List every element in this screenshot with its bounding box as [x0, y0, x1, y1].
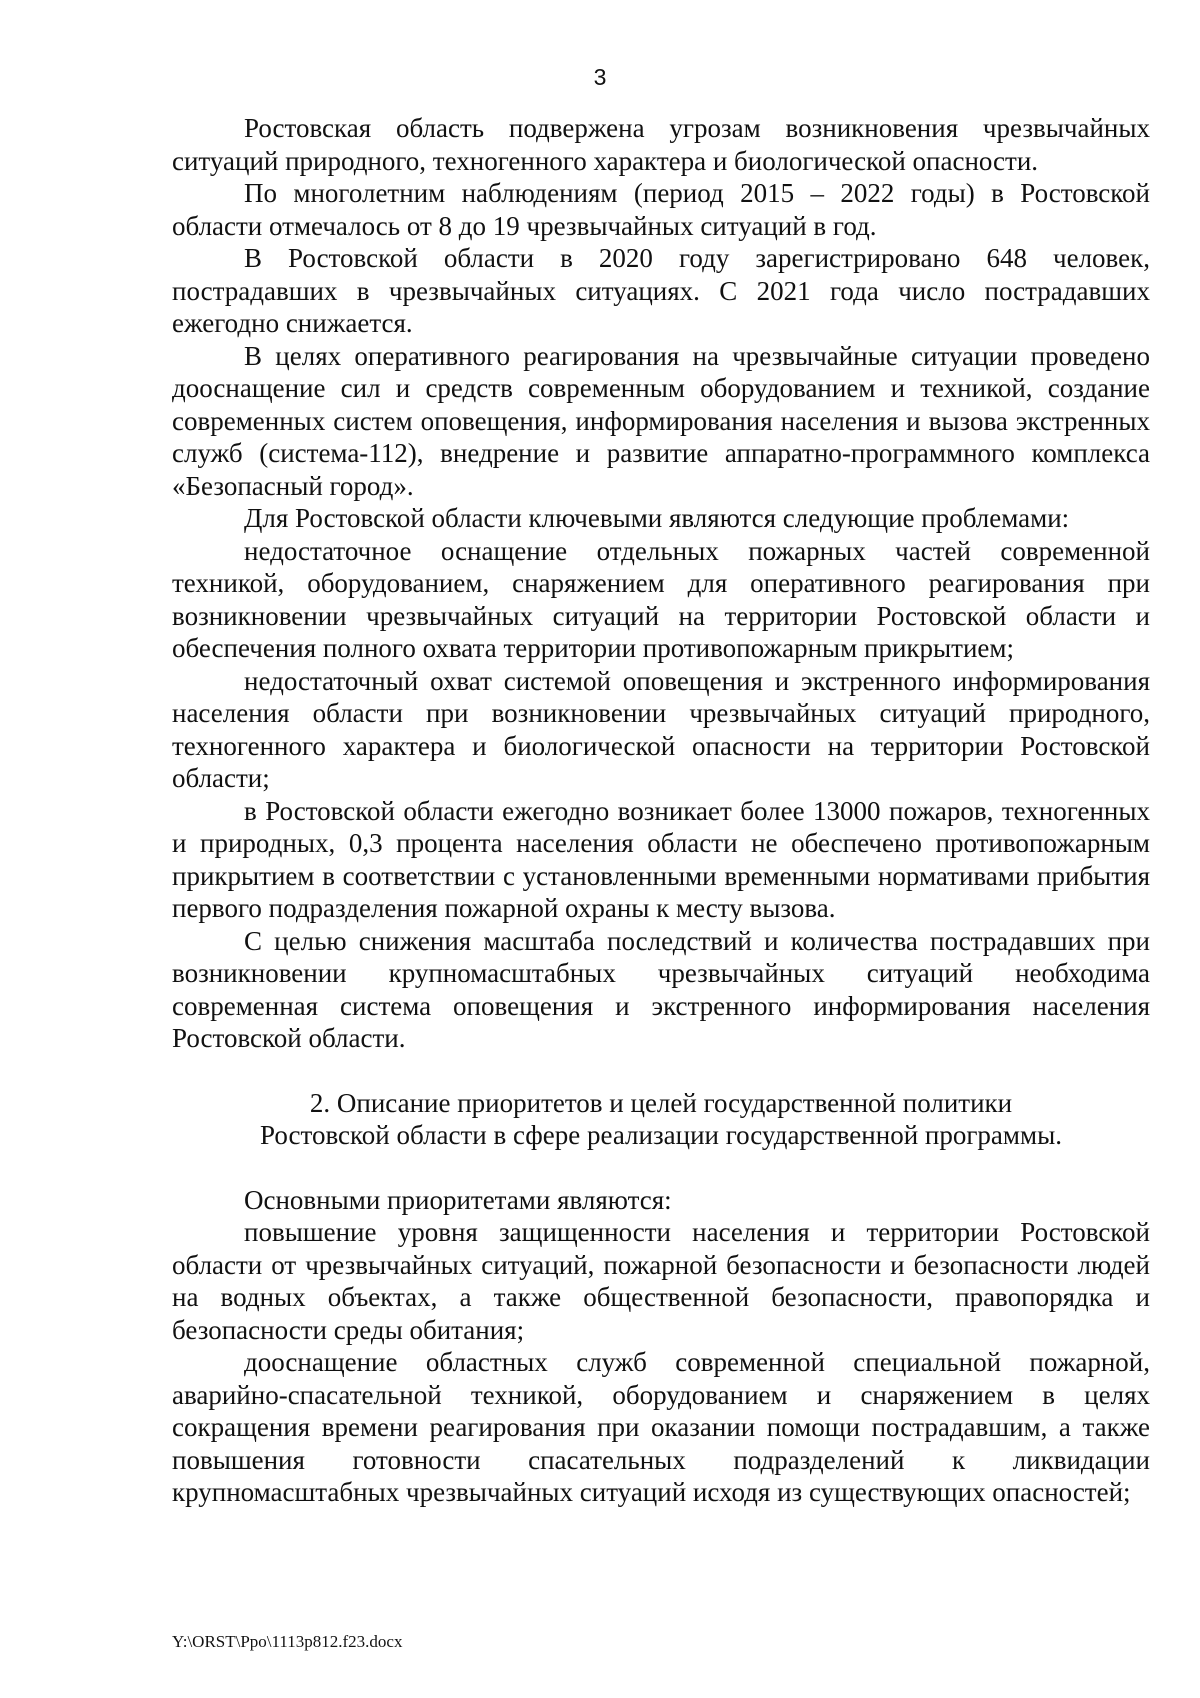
list-item-priority-protection: повышение уровня защищенности населения и территории Ростовской области от чрезвычайных ситуаций, пожарной безопасности и безопасности людей на водных объектах, а также общественной безопасности, правопорядка и безопасности среды обитания; [172, 1217, 1150, 1345]
paragraph-priorities-intro: Основными приоритетами являются: [244, 1184, 672, 1215]
paragraph-observations: По многолетним наблюдениям (период 2015 – 2022 годы) в Ростовской области отмечалось от 8 до 19 чрезвычайных ситуаций в год. [172, 178, 1150, 241]
document-body [172, 112, 1150, 1509]
section-heading-line-1: 2. Описание приоритетов и целей государственной политики [309, 1087, 1013, 1118]
paragraph-threats: Ростовская область подвержена угрозам возникновения чрезвычайных ситуаций природного, техногенного характера и биологической опасности. [172, 113, 1150, 176]
list-item-priority-equipment: дооснащение областных служб современной специальной пожарной, аварийно-спасательной техникой, оборудованием и снаряжением в целях сокращения времени реагирования при оказании помощи пострадавшим, а также повышения готовности спасательных подразделений к ликвидации крупномасштабных чрезвычайных ситуаций исходя из существующих опасностей; [172, 1347, 1150, 1507]
section-spacer [172, 1055, 1150, 1087]
list-item-problem-equipment: недостаточное оснащение отдельных пожарных частей современной техникой, оборудованием, снаряжением для оперативного реагирования при возникновении чрезвычайных ситуаций на территории Ростовской области и обеспечения полного охвата территории противопожарным прикрытием; [172, 535, 1150, 663]
section-spacer [172, 1152, 1150, 1184]
paragraph-goal-reduction: С целью снижения масштаба последствий и количества пострадавших при возникновении крупномасштабных чрезвычайных ситуаций необходима современная система оповещения и экстренного информирования населения Ростовской области. [172, 925, 1150, 1053]
list-item-problem-warning: недостаточный охват системой оповещения и экстренного информирования населения области при возникновении чрезвычайных ситуаций природного, техногенного характера и биологической опасности на территории Ростовской области; [172, 665, 1150, 793]
footer-file-path: Y:\ORST\Ppo\1113p812.f23.docx [172, 1632, 403, 1651]
paragraph-response-measures: В целях оперативного реагирования на чрезвычайные ситуации проведено дооснащение сил и средств современным оборудованием и техникой, создание современных систем оповещения, информирования населения и вызова экстренных служб (система-112), внедрение и развитие аппаратно-программного комплекса «Безопасный город». [172, 340, 1150, 501]
paragraph-victims: В Ростовской области в 2020 году зарегистрировано 648 человек, пострадавших в чрезвычайных ситуациях. С 2021 года число пострадавших ежегодно снижается. [172, 243, 1150, 338]
page-number: 3 [593, 64, 607, 90]
paragraph-key-problems-intro: Для Ростовской области ключевыми являются следующие проблемами: [244, 503, 1070, 533]
section-heading-line-2: Ростовской области в сфере реализации государственной программы. [260, 1120, 1062, 1150]
list-item-problem-fires: в Ростовской области ежегодно возникает более 13000 пожаров, техногенных и природных, 0,3 процента населения области не обеспечено противопожарным прикрытием в соответствии с установленными временными нормативами прибытия первого подразделения пожарной охраны к месту вызова. [172, 795, 1150, 923]
